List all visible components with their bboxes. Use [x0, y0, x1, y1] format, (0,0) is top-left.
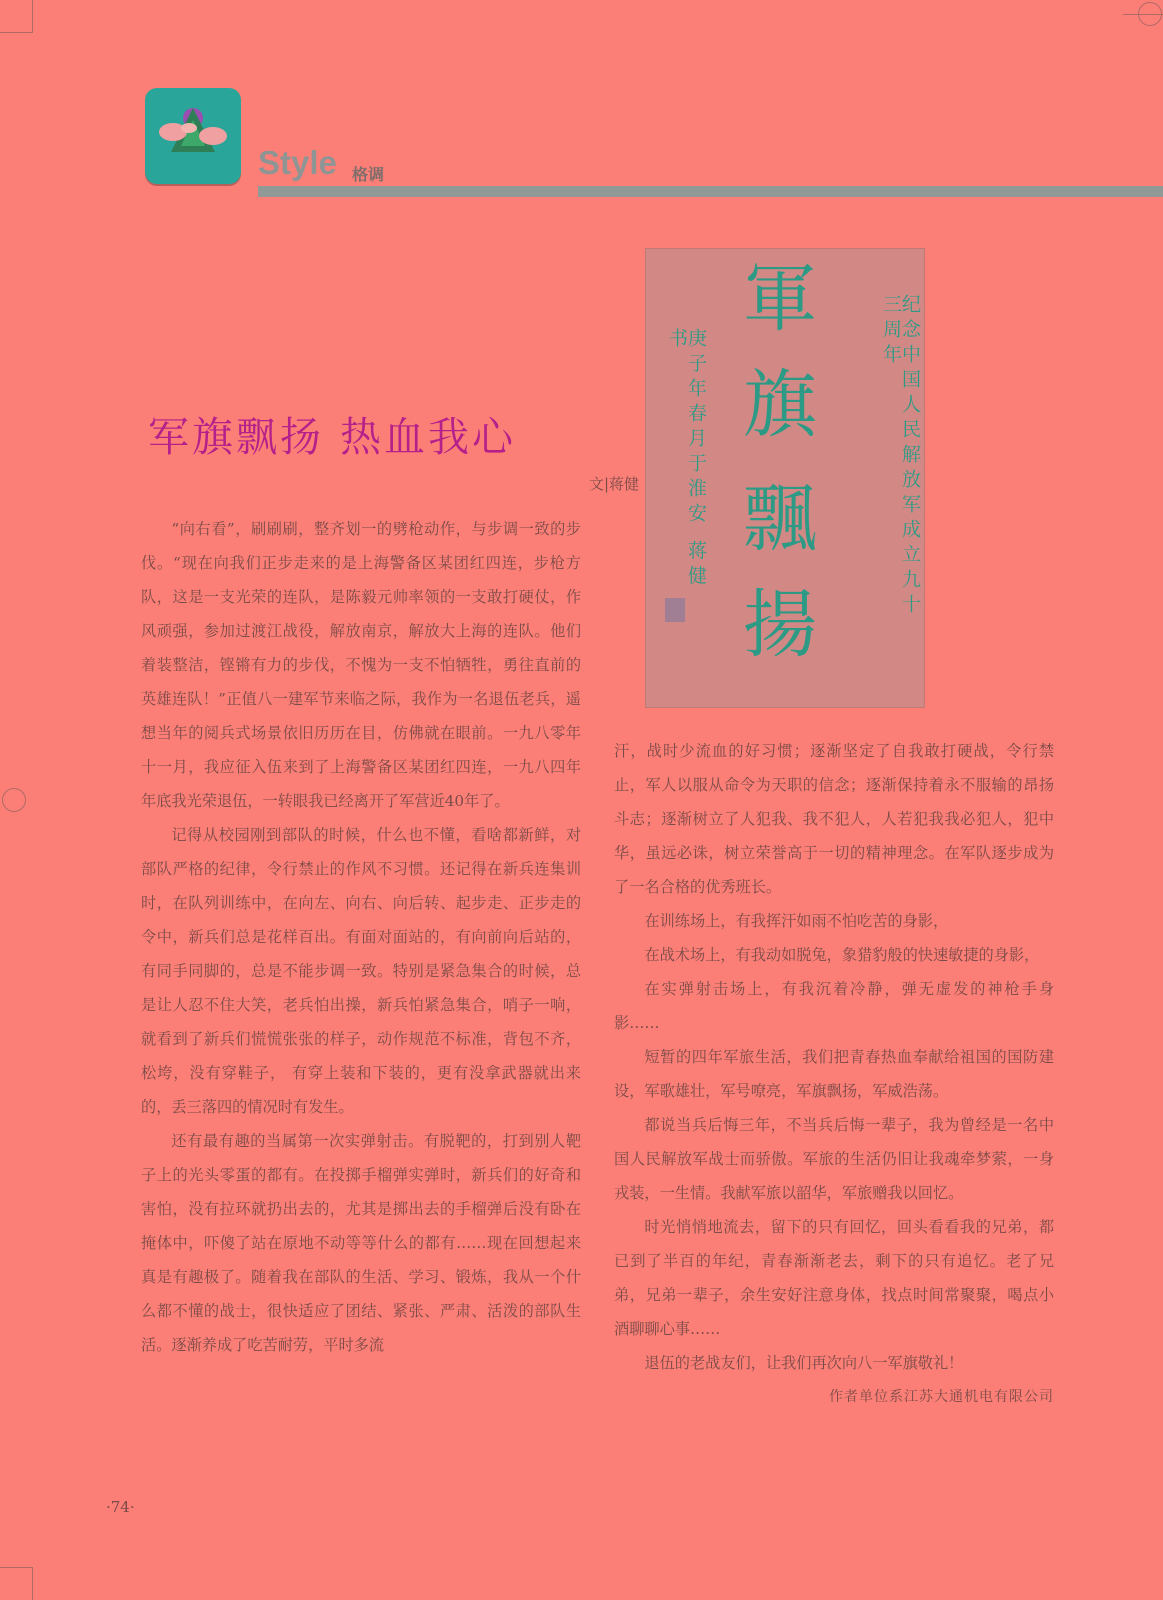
- article-column-left: [141, 512, 581, 1362]
- calligraphy-inscription-left: 庚子年春月于淮安 蒋健书: [666, 328, 707, 591]
- crop-mark-bottom-left: [0, 1567, 33, 1600]
- paragraph: 在战术场上，有我动如脱兔，象猎豹般的快速敏捷的身影，: [644, 946, 1040, 964]
- article-column-right: [614, 734, 1054, 1414]
- registration-mark-icon: [1138, 2, 1162, 26]
- paragraph: 还有最有趣的当属第一次实弹射击。有脱靶的，打到别人靶子上的光头零蛋的都有。在投掷手榴弹实弹时，新兵们的好奇和害怕，没有拉环就扔出去的，尤其是掷出去的手榴弹后没有卧在掩体中，吓傻了站在原地不动等等什么的都有……现在回想起来真是有趣极了。随着我在部队的生活、学习、锻炼，我从一个什么都不懂的战士，很快适应了团结、紧张、严肃、活泼的部队生活。逐渐养成了吃苦耐劳，平时多流: [141, 1132, 581, 1354]
- paragraph: 短暂的四年军旅生活，我们把青春热血奉献给祖国的国防建设，军歌雄壮，军号嘹亮，军旗飘扬，军威浩荡。: [614, 1048, 1054, 1100]
- paragraph: 在实弹射击场上，有我沉着冷静，弹无虚发的神枪手身影……: [614, 980, 1054, 1032]
- paragraph: 时光悄悄地流去，留下的只有回忆，回头看看我的兄弟，都已到了半百的年纪，青春渐渐老去，剩下的只有追忆。老了兄弟，兄弟一辈子，余生安好注意身体，找点时间常聚聚，喝点小酒聊聊心事……: [614, 1218, 1054, 1338]
- crop-mark-top-left: [0, 0, 33, 33]
- paragraph: 在训练场上，有我挥汗如雨不怕吃苦的身影，: [644, 912, 949, 930]
- calligraphy-artwork: [645, 248, 925, 708]
- section-title-en: Style: [258, 144, 337, 181]
- section-logo: [145, 88, 241, 184]
- paragraph: 记得从校园刚到部队的时候，什么也不懂，看啥都新鲜，对部队严格的纪律，令行禁止的作风不习惯。还记得在新兵连集训时，在队列训练中，在向左、向右、向后转、起步走、正步走的令中，新兵们总是花样百出。有面对面站的，有向前向后站的，有同手同脚的，总是不能步调一致。特别是紧急集合的时候，总是让人忍不住大笑，老兵怕出操，新兵怕紧急集合，哨子一响，就看到了新兵们慌慌张张的样子，动作规范不标准，背包不齐，松垮，没有穿鞋子， 有穿上装和下装的，更有没拿武器就出来的，丢三落四的情况时有发生。: [141, 826, 581, 1116]
- article-title: 军旗飘扬 热血我心: [148, 413, 517, 461]
- registration-mark-icon: [2, 788, 26, 812]
- author-affiliation: 作者单位系江苏大通机电有限公司: [829, 1389, 1054, 1405]
- calligraphy-char: 揚: [743, 582, 817, 668]
- page-number: ·74·: [106, 1498, 135, 1516]
- calligraphy-char: 旗: [743, 362, 817, 448]
- calligraphy-char: 飄: [743, 476, 817, 562]
- paragraph: 退伍的老战友们，让我们再次向八一军旗敬礼！: [644, 1354, 964, 1372]
- paragraph: 汗，战时少流血的好习惯；逐渐坚定了自我敢打硬战，令行禁止，军人以服从命令为天职的信念；逐渐保持着永不服输的昂扬斗志；逐渐树立了人犯我、我不犯人，人若犯我我必犯人，犯中华，虽远必诛，树立荣誉高于一切的精神理念。在军队逐步成为了一名合格的优秀班长。: [614, 742, 1054, 896]
- calligraphy-char: 軍: [743, 256, 817, 342]
- calligraphy-inscription-right: 纪念中国人民解放军成立九十三周年: [880, 294, 921, 619]
- section-title-zh: 格调: [352, 165, 385, 184]
- header-divider: [258, 186, 1163, 197]
- mountain-emblem-icon: [145, 88, 241, 184]
- article-author: 文|蒋健: [589, 475, 640, 493]
- paragraph: “向右看”，刷刷刷，整齐划一的劈枪动作，与步调一致的步伐。“现在向我们正步走来的是上海警备区某团红四连，步枪方队，这是一支光荣的连队，是陈毅元帅率领的一支敢打硬仗，作风顽强，参加过渡江战役，解放南京，解放大上海的连队。他们着装整洁，铿锵有力的步伐，不愧为一支不怕牺牲，勇往直前的英雄连队！”正值八一建军节来临之际，我作为一名退伍老兵，遥想当年的阅兵式场景依旧历历在目，仿佛就在眼前。一九八零年十一月，我应征入伍来到了上海警备区某团红四连，一九八四年年底我光荣退伍，一转眼我已经离开了军营近40年了。: [141, 520, 581, 810]
- paragraph: 都说当兵后悔三年，不当兵后悔一辈子，我为曾经是一名中国人民解放军战士而骄傲。军旅的生活仍旧让我魂牵梦萦，一身戎装，一生情。我献军旅以韶华，军旅赠我以回忆。: [614, 1116, 1054, 1202]
- red-seal-icon: [665, 598, 685, 622]
